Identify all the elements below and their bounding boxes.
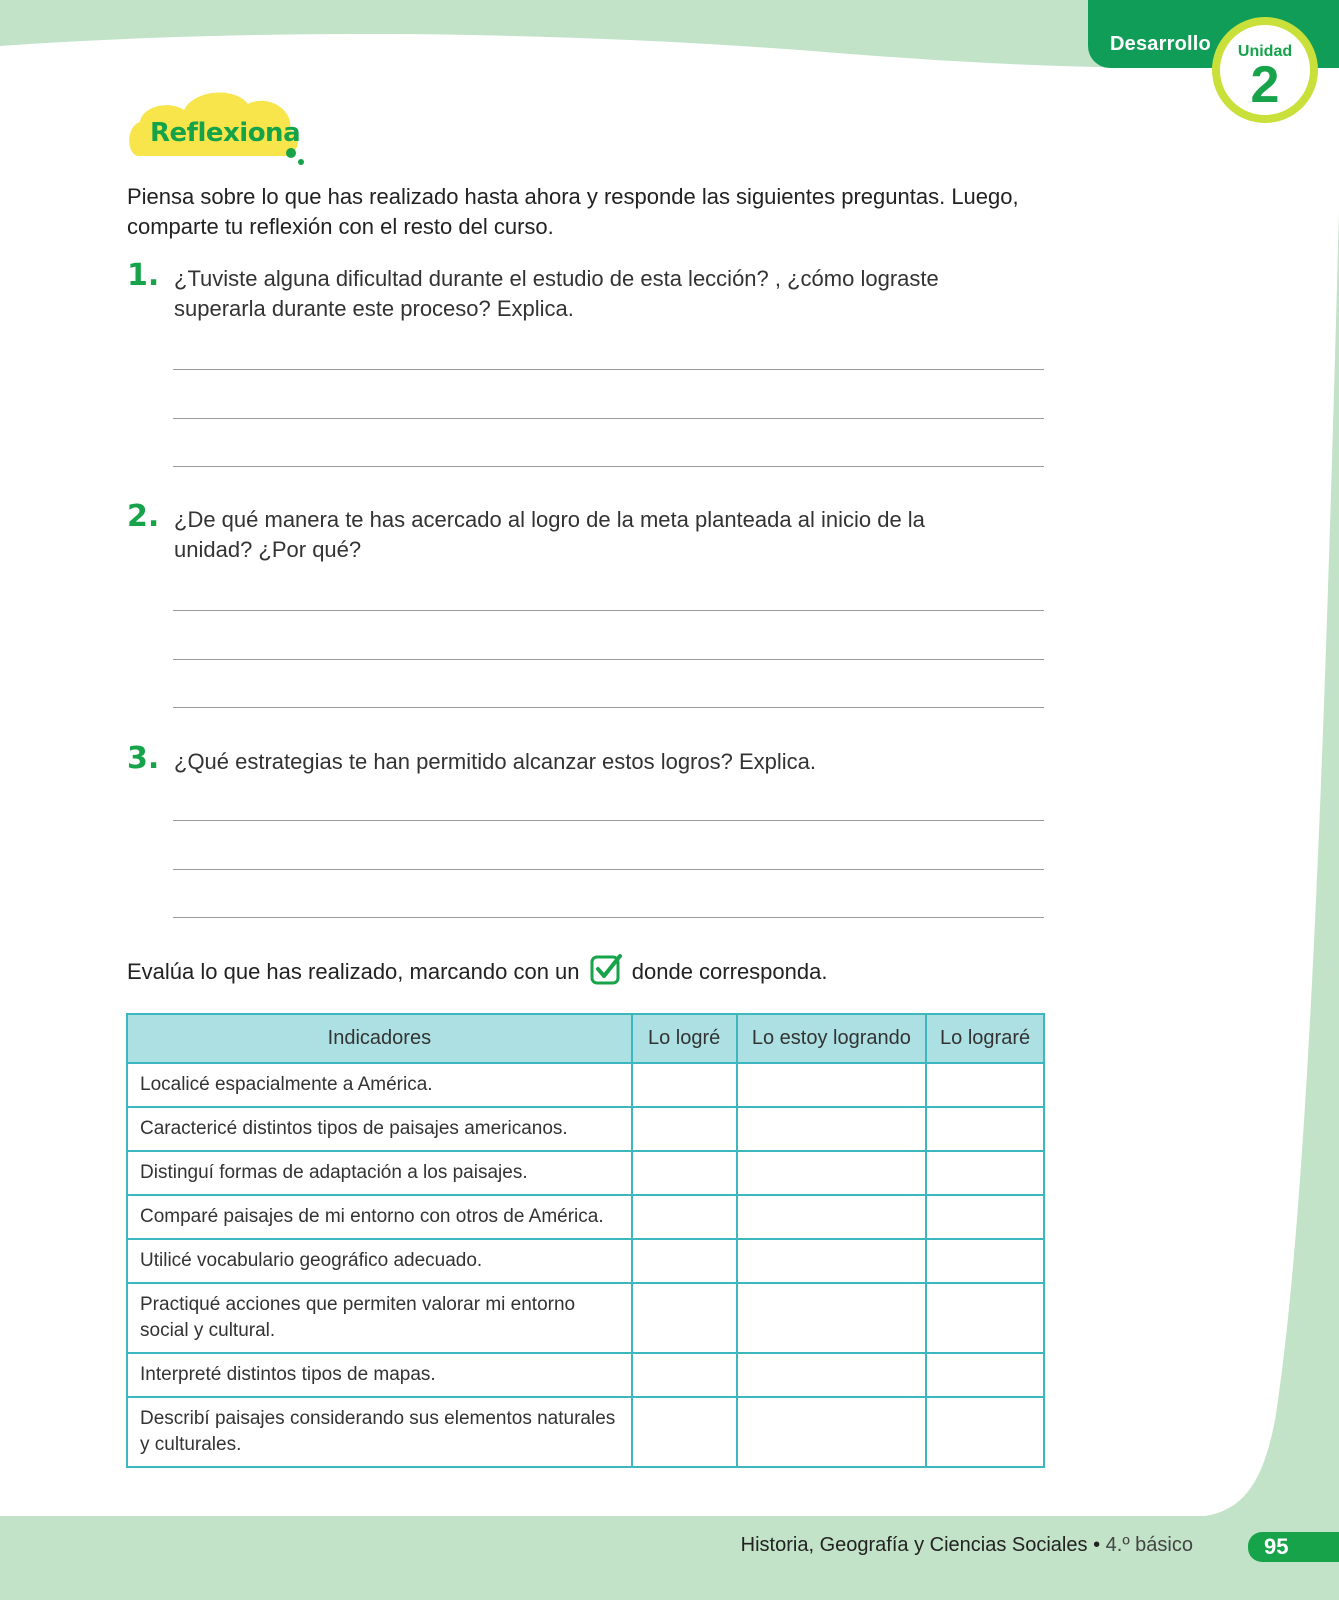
indicator-text: Utilicé vocabulario geográfico adecuado. <box>127 1239 632 1283</box>
indicator-text: Localicé espacialmente a América. <box>127 1063 632 1107</box>
table-row <box>127 1353 1044 1397</box>
evaluation-prefix: Evalúa lo que has realizado, marcando con un <box>127 959 580 984</box>
section-tab-label: Desarrollo <box>1110 33 1211 55</box>
footer-separator: • <box>1093 1534 1101 1556</box>
mark-cell-lo-estoy-logrando[interactable] <box>737 1107 927 1151</box>
mark-cell-lo-estoy-logrando[interactable] <box>737 1239 927 1283</box>
indicator-text: Comparé paisajes de mi entorno con otros de América. <box>127 1195 632 1239</box>
table-row <box>127 1283 1044 1353</box>
mark-cell-lo-estoy-logrando[interactable] <box>737 1353 927 1397</box>
evaluation-instruction <box>127 953 827 985</box>
mark-cell-lo-estoy-logrando[interactable] <box>737 1151 927 1195</box>
mark-cell-lo-logre[interactable] <box>632 1195 737 1239</box>
mark-cell-lo-lograre[interactable] <box>926 1397 1044 1467</box>
mark-cell-lo-logre[interactable] <box>632 1151 737 1195</box>
mark-cell-lo-lograre[interactable] <box>926 1239 1044 1283</box>
mark-cell-lo-lograre[interactable] <box>926 1195 1044 1239</box>
mark-cell-lo-lograre[interactable] <box>926 1353 1044 1397</box>
section-title: Reflexiona <box>150 118 301 148</box>
table-row <box>127 1195 1044 1239</box>
mark-cell-lo-logre[interactable] <box>632 1239 737 1283</box>
unit-number: 2 <box>1250 56 1280 114</box>
mark-cell-lo-logre[interactable] <box>632 1283 737 1353</box>
header-indicadores: Indicadores <box>127 1014 632 1063</box>
answer-line[interactable] <box>173 917 1044 918</box>
header-lo-lograre: Lo lograré <box>926 1014 1044 1063</box>
book-title: Historia, Geografía y Ciencias Sociales <box>740 1534 1088 1556</box>
mark-cell-lo-estoy-logrando[interactable] <box>737 1195 927 1239</box>
answer-line[interactable] <box>173 869 1044 870</box>
answer-line[interactable] <box>173 820 1044 821</box>
page-number: 95 <box>1248 1532 1339 1562</box>
table-row <box>127 1397 1044 1467</box>
mark-cell-lo-lograre[interactable] <box>926 1063 1044 1107</box>
table-row <box>127 1063 1044 1107</box>
mark-cell-lo-logre[interactable] <box>632 1397 737 1467</box>
indicator-text: Caractericé distintos tipos de paisajes americanos. <box>127 1107 632 1151</box>
table-row <box>127 1107 1044 1151</box>
question-number: 1. <box>127 258 160 293</box>
answer-line[interactable] <box>173 466 1044 467</box>
mark-cell-lo-estoy-logrando[interactable] <box>737 1283 927 1353</box>
table-row <box>127 1239 1044 1283</box>
intro-text: Piensa sobre lo que has realizado hasta ahora y responde las siguientes preguntas. Luego, comparte tu reflexión con el resto del curso. <box>127 184 1019 239</box>
mark-cell-lo-lograre[interactable] <box>926 1151 1044 1195</box>
answer-line[interactable] <box>173 369 1044 370</box>
unit-badge <box>1212 17 1318 123</box>
evaluation-suffix: donde corresponda. <box>631 959 828 984</box>
table-row <box>127 1151 1044 1195</box>
indicator-text: Describí paisajes considerando sus elementos naturales y culturales. <box>127 1397 632 1467</box>
mark-cell-lo-lograre[interactable] <box>926 1107 1044 1151</box>
mark-cell-lo-estoy-logrando[interactable] <box>737 1063 927 1107</box>
indicator-text: Distinguí formas de adaptación a los paisajes. <box>127 1151 632 1195</box>
answer-line[interactable] <box>173 659 1044 660</box>
mark-cell-lo-lograre[interactable] <box>926 1283 1044 1353</box>
indicators-table <box>126 1013 1045 1468</box>
header-lo-estoy-logrando: Lo estoy logrando <box>737 1014 927 1063</box>
unit-label: Unidad <box>1237 43 1293 60</box>
header-lo-logre: Lo logré <box>632 1014 737 1063</box>
grade-label: 4.º básico <box>1105 1534 1193 1556</box>
mark-cell-lo-logre[interactable] <box>632 1107 737 1151</box>
table-header-row <box>127 1014 1044 1063</box>
question-number: 2. <box>127 499 160 534</box>
footer-book-info <box>741 1534 1193 1557</box>
indicator-text: Practiqué acciones que permiten valorar mi entorno social y cultural. <box>127 1283 632 1353</box>
mark-cell-lo-estoy-logrando[interactable] <box>737 1397 927 1467</box>
question-text: ¿Qué estrategias te han permitido alcanzar estos logros? Explica. <box>174 749 816 774</box>
mark-cell-lo-logre[interactable] <box>632 1353 737 1397</box>
answer-line[interactable] <box>173 418 1044 419</box>
question-text: ¿Tuviste alguna dificultad durante el estudio de esta lección? , ¿cómo lograste superarla durante este proceso? Explica. <box>174 266 939 321</box>
mark-cell-lo-logre[interactable] <box>632 1063 737 1107</box>
answer-line[interactable] <box>173 707 1044 708</box>
indicator-text: Interpreté distintos tipos de mapas. <box>127 1353 632 1397</box>
checkbox-check-icon <box>590 953 622 985</box>
question-text: ¿De qué manera te has acercado al logro de la meta planteada al inicio de la unidad? ¿Por qué? <box>174 507 925 562</box>
question-number: 3. <box>127 741 160 776</box>
answer-line[interactable] <box>173 610 1044 611</box>
